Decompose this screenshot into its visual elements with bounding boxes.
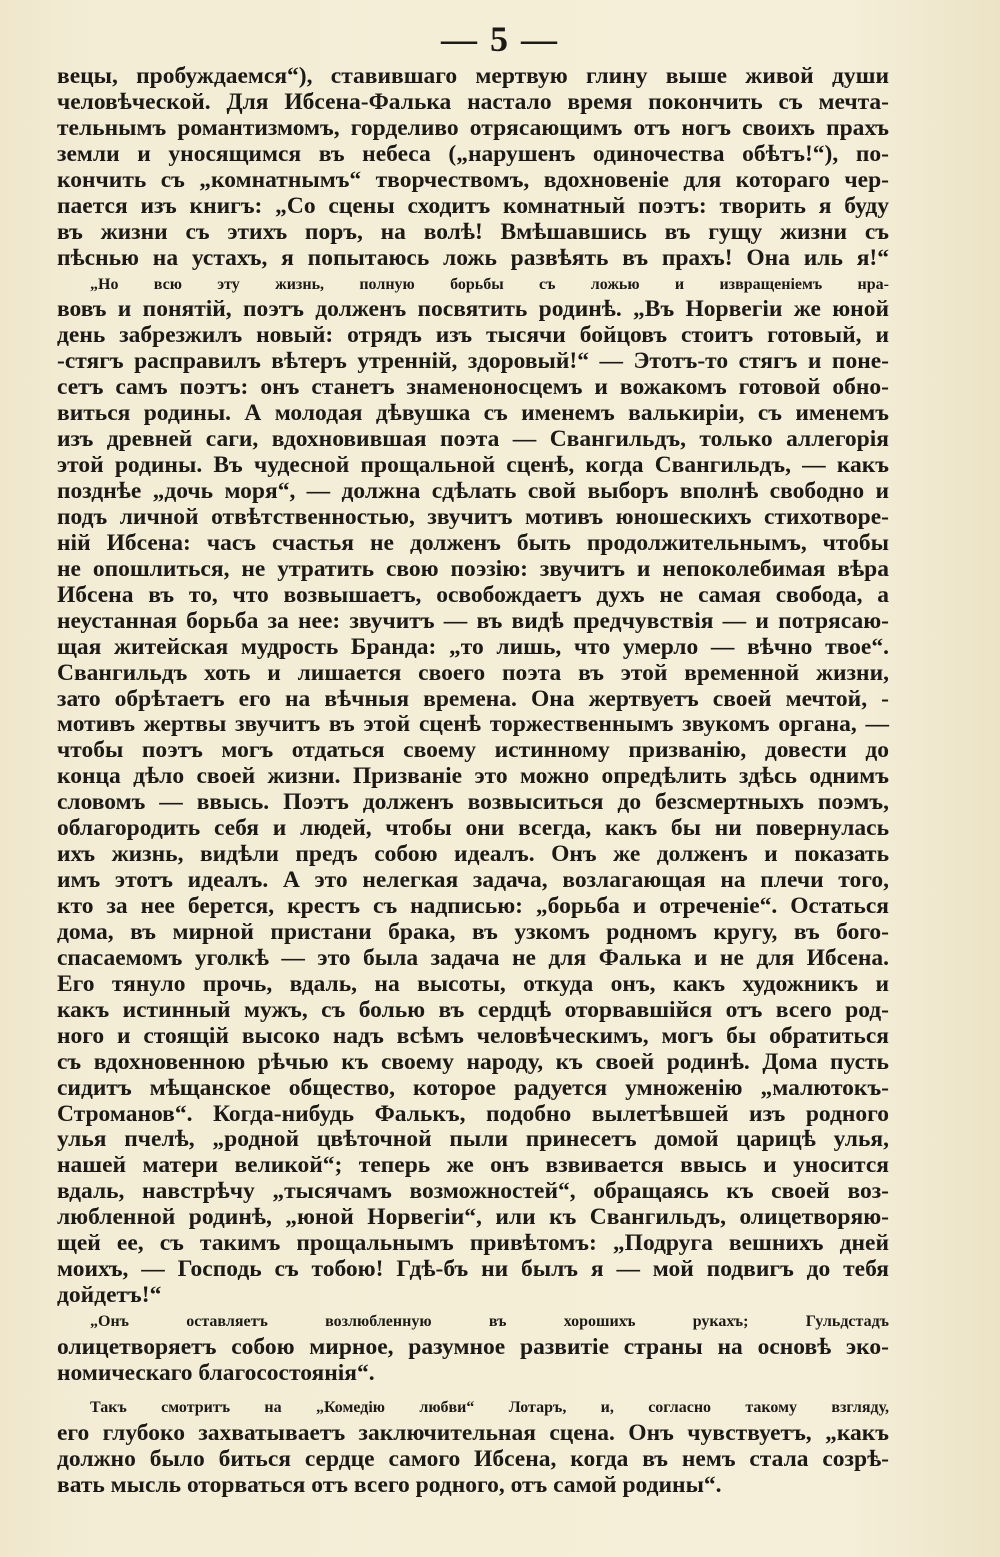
text-line: вовъ и понятій, поэтъ долженъ посвятить родинѣ. „Въ Норвегіи же юной (57, 296, 889, 323)
text-line: нашей матери великой“; теперь же онъ взвивается ввысь и уносится (57, 1152, 889, 1179)
text-line: пается изъ книгъ: „Со сцены сходитъ комнатный поэтъ: творить я буду (57, 192, 889, 219)
text-line: Строманов“. Когда-нибудь Фалькъ, подобно вылетѣвшей изъ родного (57, 1100, 889, 1127)
text-line: олицетворяетъ собою мирное, разумное развитіе страны на основѣ эко- (57, 1333, 889, 1360)
text-line: его глубоко захватываетъ заключительная сцена. Онъ чувствуетъ, „какъ (57, 1419, 889, 1446)
text-line: въ жизни съ этихъ поръ, на волѣ! Вмѣшавшись въ гущу жизни съ (57, 218, 889, 245)
text-line: человѣческой. Для Ибсена-Фалька настало время покончить съ мечта- (57, 88, 889, 115)
text-line: позднѣе „дочь моря“, — должна сдѣлать свой выборъ вполнѣ свободно и (57, 478, 889, 504)
text-line: щей ее, съ такимъ прощальнымъ привѣтомъ: „Подруга вешнихъ дней (57, 1230, 889, 1257)
text-line: изъ древней саги, вдохновившая поэта — Свангильдъ, только аллегорія (57, 426, 889, 453)
text-line: облагородить себя и людей, чтобы они всегда, какъ бы ни повернулась (57, 815, 889, 842)
text-line: любленной родинѣ, „юной Норвегіи“, или къ Свангильдъ, олицетворяю- (57, 1204, 889, 1231)
text-line: вецы, пробуждаемся“), ставившаго мертвую глину выше живой души (57, 63, 889, 89)
text-line: съ вдохновенною рѣчью къ своему народу, къ своей родинѣ. Дома пусть (57, 1048, 889, 1075)
text-line: ній Ибсена: часъ счастья не долженъ быть продолжительнымъ, чтобы (57, 529, 889, 556)
text-line: тельнымъ романтизмомъ, горделиво отрясающимъ отъ ногъ своихъ прахъ (57, 114, 889, 141)
text-line: щая житейская мудрость Бранда: „то лишь, что умерло — вѣчно твое“. (57, 633, 889, 660)
text-line: вдаль, навстрѣчу „тысячамъ возможностей“, обращаясь къ своей воз- (57, 1178, 889, 1205)
text-line: ихъ жизнь, видѣли предъ собою идеалъ. Онъ же долженъ и показать (57, 841, 889, 868)
body-text (57, 64, 889, 1499)
text-line: неустанная борьба за нее: звучитъ — въ видѣ предчувствія — и потрясаю- (57, 607, 889, 634)
text-line: кончить съ „комнатнымъ“ творчествомъ, вдохновеніе для котораго чер- (57, 166, 889, 193)
text-line: „Но всю эту жизнь, полную борьбы съ ложью и извращеніемъ нра- (90, 275, 889, 293)
text-line: зато обрѣтаетъ его на вѣчныя времена. Она жертвуетъ своей мечтой, - (57, 685, 889, 712)
text-line: „Онъ оставляетъ возлюбленную въ хорошихъ рукахъ; Гульдстадъ (90, 1313, 889, 1330)
text-line: сидитъ мѣщанское общество, которое радуется умноженію „малютокъ- (57, 1074, 889, 1101)
text-line: Ибсена въ то, что возвышаетъ, освобождаетъ духъ не самая свобода, а (57, 581, 889, 608)
page-number: — 5 — (441, 19, 559, 59)
text-line: вать мысль оторваться отъ всего родного, отъ самой родины“. (57, 1471, 722, 1498)
text-line: земли и уносящимся въ небеса („нарушенъ одиночества обѣтъ!“), по- (57, 140, 889, 167)
text-line: словомъ — ввысь. Поэтъ долженъ возвыситься до безсмертныхъ поэмъ, (57, 789, 889, 816)
text-line: улья пчелѣ, „родной цвѣточной пыли принесетъ домой царицѣ улья, (57, 1126, 889, 1153)
text-line: Свангильдъ хоть и лишается своего поэта въ этой временной жизни, (57, 659, 889, 686)
text-line: дойдетъ!“ (57, 1282, 162, 1309)
text-line: имъ этотъ идеалъ. А это нелегкая задача, возлагающая на плечи того, (57, 867, 889, 894)
text-line: день забрезжилъ новый: отрядъ изъ тысячи бойцовъ стоитъ готовый, и (57, 322, 889, 349)
text-line: должно было биться сердце самого Ибсена, когда въ немъ стала созрѣ- (57, 1445, 889, 1472)
text-line: Такъ смотритъ на „Комедію любви“ Лотаръ, и, согласно такому взгляду, (90, 1398, 889, 1416)
text-line: сетъ самъ поэтъ: онъ станетъ знаменоносцемъ и вожакомъ готовой обно- (57, 374, 889, 401)
text-line: Его тянуло прочь, вдаль, на высоты, откуда онъ, какъ художникъ и (57, 970, 889, 997)
text-line: -стягъ расправилъ вѣтеръ утренній, здоровый!“ — Этотъ-то стягъ и поне- (57, 348, 889, 375)
text-line: кто за нее берется, крестъ съ надписью: „борьба и отреченіе“. Остаться (57, 893, 889, 919)
text-line: дома, въ мирной пристани брака, въ узкомъ родномъ кругу, въ бого- (57, 918, 889, 945)
text-line: конца дѣло своей жизни. Призваніе это можно опредѣлить здѣсь однимъ (57, 763, 889, 790)
text-line: подъ личной отвѣтственностью, звучитъ мотивъ юношескихъ стихотворе- (57, 503, 889, 530)
text-line: ного и стоящій высоко надъ всѣмъ человѣческимъ, могъ бы обратиться (57, 1022, 889, 1049)
text-line: номическаго благосостоянія“. (57, 1359, 375, 1386)
text-line: этой родины. Въ чудесной прощальной сценѣ, когда Свангильдъ, — какъ (57, 452, 889, 479)
text-line: пѣснью на устахъ, я попытаюсь ложь развѣять въ прахъ! Она иль я!“ (57, 244, 889, 271)
text-line: спасаемомъ уголкѣ — это была задача не для Фалька и не для Ибсена. (57, 944, 889, 971)
text-line: виться родины. А молодая дѣвушка съ именемъ валькиріи, съ именемъ (57, 400, 889, 427)
text-line: какъ истинный мужъ, съ болью въ сердцѣ оторвавшійся отъ всего род- (57, 996, 889, 1023)
text-line: чтобы поэтъ могъ отдаться своему истинному призванію, довести до (57, 737, 889, 764)
text-line: не опошлиться, не утратить свою поэзію: звучитъ и непоколебимая вѣра (57, 555, 889, 582)
text-line: моихъ, — Господь съ тобою! Гдѣ-бъ ни былъ я — мой подвигъ до тебя (57, 1256, 889, 1283)
text-line: мотивъ жертвы звучитъ въ этой сценѣ торжественнымъ звукомъ органа, — (57, 711, 889, 738)
